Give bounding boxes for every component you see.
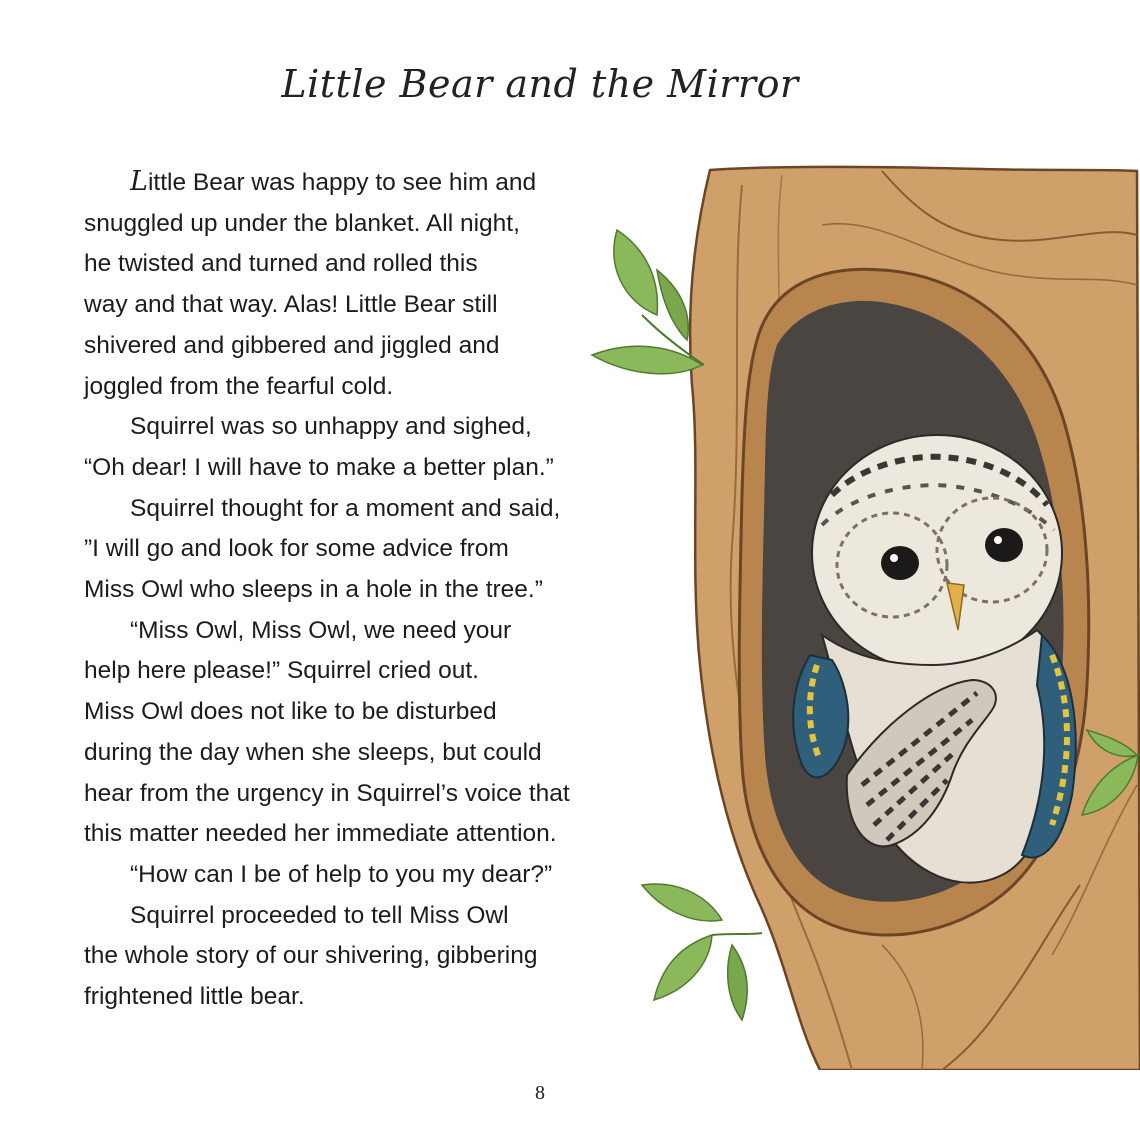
story-line: Squirrel thought for a moment and said,: [130, 494, 561, 522]
story-line: snuggled up under the blanket. All night,: [84, 209, 520, 237]
owl-right-eye: [985, 528, 1023, 562]
story-line: Miss Owl does not like to be disturbed: [84, 698, 497, 726]
story-line: way and that way. Alas! Little Bear still: [84, 291, 498, 319]
owl-head: [812, 435, 1062, 671]
owl-left-eye: [881, 546, 919, 580]
story-line: “How can I be of help to you my dear?”: [130, 860, 553, 888]
drop-cap: L: [130, 166, 148, 197]
story-line: he twisted and turned and rolled this: [84, 250, 478, 278]
story-line: “Miss Owl, Miss Owl, we need your: [130, 616, 512, 644]
story-line: shivered and gibbered and jiggled and: [84, 331, 500, 359]
story-line: joggled from the fearful cold.: [84, 372, 394, 400]
page-number: 8: [535, 1082, 545, 1104]
story-line: Squirrel proceeded to tell Miss Owl: [130, 901, 509, 929]
leaves-top-left: [592, 230, 704, 374]
story-line: help here please!” Squirrel cried out.: [84, 657, 479, 685]
story-line: during the day when she sleeps, but could: [84, 738, 542, 766]
story-line: this matter needed her immediate attention.: [84, 820, 557, 848]
story-line: frightened little bear.: [84, 983, 305, 1011]
leaves-bottom-left: [642, 884, 762, 1020]
page-title: Little Bear and the Mirror: [281, 62, 799, 106]
story-text: [84, 162, 644, 1018]
story-line: Little Bear was happy to see him and: [130, 166, 537, 197]
owl-illustration: [582, 165, 1140, 1070]
story-line: Squirrel was so unhappy and sighed,: [130, 413, 532, 441]
story-line: “Oh dear! I will have to make a better plan.”: [84, 453, 554, 481]
story-line: the whole story of our shivering, gibbering: [84, 942, 538, 970]
story-line: hear from the urgency in Squirrel’s voice that: [84, 779, 570, 807]
story-line: Miss Owl who sleeps in a hole in the tree.”: [84, 576, 543, 604]
story-line: ”I will go and look for some advice from: [84, 535, 509, 563]
